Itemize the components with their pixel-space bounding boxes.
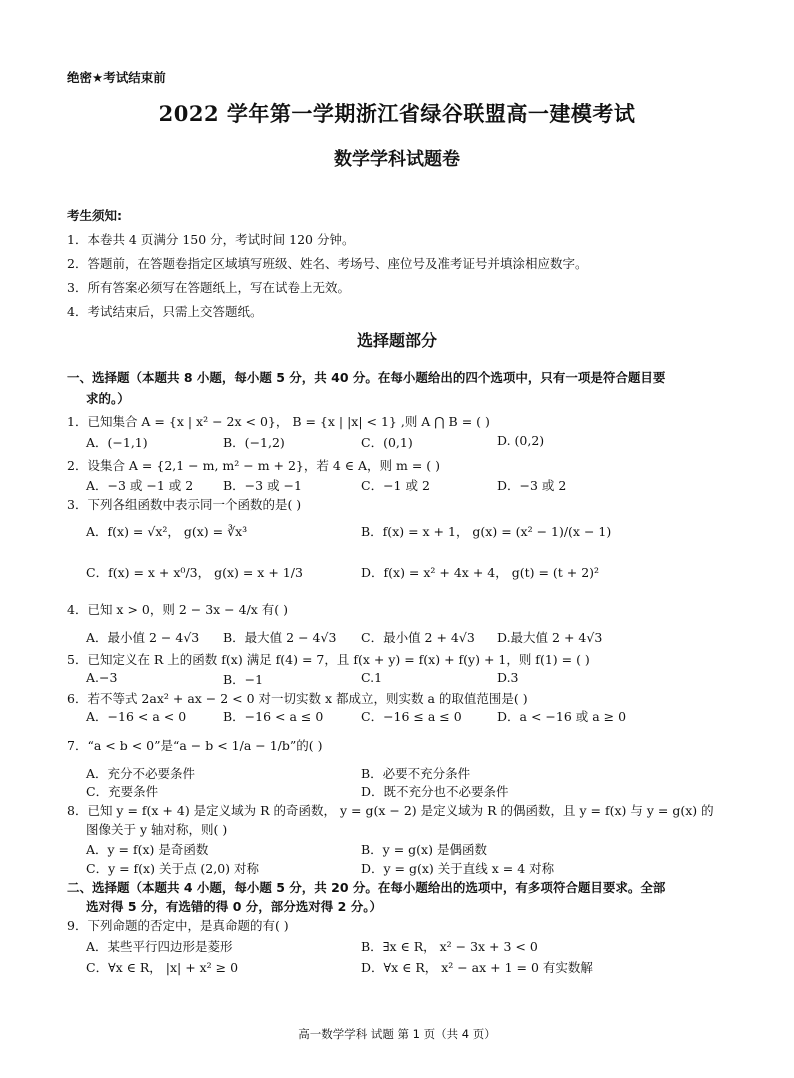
part2-heading-cont: 选对得 5 分，有选错的得 0 分，部分选对得 2 分。）	[86, 899, 382, 914]
q7-option-a: A．充分不必要条件	[86, 766, 196, 781]
q9-option-c: C．∀x ∈ R， |x| + x² ≥ 0	[86, 960, 239, 975]
part2-heading: 二、选择题（本题共 4 小题，每小题 5 分，共 20 分。在每小题给出的选项中，有多项符合题目要求。全部	[67, 880, 666, 895]
question-3: 3．下列各组函数中表示同一个函数的是( )	[67, 497, 302, 512]
section-title: 选择题部分	[356, 331, 437, 350]
question-6: 6．若不等式 2ax² + ax − 2 < 0 对一切实数 x 都成立，则实数 a 的取值范围是( )	[67, 691, 528, 706]
q4-option-b: B．最大值 2 − 4√3	[223, 630, 337, 645]
q6-option-a: A．−16 < a < 0	[86, 709, 187, 724]
exam-title: 2022 学年第一学期浙江省绿谷联盟高一建模考试	[158, 101, 636, 126]
page-footer: 高一数学学科 试题 第 1 页（共 4 页）	[298, 1027, 496, 1041]
question-9: 9．下列命题的否定中，是真命题的有( )	[67, 918, 289, 933]
q1-option-d: D. (0,2)	[497, 433, 545, 448]
q8-option-d: D．y = g(x) 关于直线 x = 4 对称	[361, 861, 555, 876]
q8-option-c: C．y = f(x) 关于点 (2,0) 对称	[86, 861, 260, 876]
q2-option-b: B．−3 或 −1	[223, 478, 302, 493]
q2-option-c: C．−1 或 2	[361, 478, 430, 493]
part1-heading-cont: 求的。）	[86, 391, 130, 406]
q1-option-c: C．(0,1)	[361, 435, 413, 450]
question-4: 4．已知 x > 0，则 2 − 3x − 4/x 有( )	[67, 602, 289, 617]
q5-option-c: C.1	[361, 670, 383, 685]
q3-option-b: B．f(x) = x + 1， g(x) = (x² − 1)/(x − 1)	[361, 524, 612, 539]
question-1: 1．已知集合 A = {x | x² − 2x < 0}， B = {x | |x| < 1} ,则 A ⋂ B = ( )	[67, 414, 490, 429]
part1-heading: 一、选择题（本题共 8 小题，每小题 5 分，共 40 分。在每小题给出的四个选项中，只有一项是符合题目要	[67, 370, 666, 385]
notice-heading: 考生须知:	[67, 208, 122, 223]
notice-item: 4．考试结束后，只需上交答题纸。	[67, 304, 263, 319]
q1-option-b: B．(−1,2)	[223, 435, 285, 450]
notice-item: 3．所有答案必须写在答题纸上，写在试卷上无效。	[67, 280, 350, 295]
exam-subtitle: 数学学科试题卷	[334, 149, 460, 170]
q7-option-d: D．既不充分也不必要条件	[361, 784, 509, 799]
q1-option-a: A．(−1,1)	[86, 435, 148, 450]
q8-option-a: A．y = f(x) 是奇函数	[86, 842, 209, 857]
question-5: 5．已知定义在 R 上的函数 f(x) 满足 f(4) = 7，且 f(x + y) = f(x) + f(y) + 1，则 f(1) = ( )	[67, 652, 590, 667]
q5-option-a: A.−3	[86, 670, 118, 685]
q6-option-c: C．−16 ≤ a ≤ 0	[361, 709, 462, 724]
q5-option-d: D.3	[497, 670, 519, 685]
q6-option-b: B．−16 < a ≤ 0	[223, 709, 324, 724]
q5-option-b: B．−1	[223, 672, 264, 687]
q8-option-b: B．y = g(x) 是偶函数	[361, 842, 487, 857]
q7-option-c: C．充要条件	[86, 784, 159, 799]
question-7: 7．“a < b < 0”是“a − b < 1/a − 1/b”的( )	[67, 738, 323, 753]
q9-option-a: A．某些平行四边形是菱形	[86, 939, 233, 954]
q9-option-d: D．∀x ∈ R， x² − ax + 1 = 0 有实数解	[361, 960, 593, 975]
q4-option-d: D.最大值 2 + 4√3	[497, 630, 603, 645]
question-8: 8．已知 y = f(x + 4) 是定义域为 R 的奇函数， y = g(x − 2) 是定义域为 R 的偶函数，且 y = f(x) 与 y = g(x) 的	[67, 803, 714, 818]
q2-option-a: A．−3 或 −1 或 2	[86, 478, 194, 493]
question-2: 2．设集合 A = {2,1 − m, m² − m + 2}，若 4 ∈ A，则 m = ( )	[67, 458, 441, 473]
q4-option-c: C．最小值 2 + 4√3	[361, 630, 475, 645]
q2-option-d: D．−3 或 2	[497, 478, 567, 493]
q9-option-b: B．∃x ∈ R， x² − 3x + 3 < 0	[361, 939, 538, 954]
q4-option-a: A．最小值 2 − 4√3	[86, 630, 200, 645]
notice-item: 1．本卷共 4 页满分 150 分，考试时间 120 分钟。	[67, 232, 355, 247]
q3-option-a: A．f(x) = √x²， g(x) = ∛x³	[86, 524, 248, 539]
question-8-cont: 图像关于 y 轴对称，则( )	[86, 822, 228, 837]
notice-item: 2．答题前，在答题卷指定区域填写班级、姓名、考场号、座位号及准考证号并填涂相应数字。	[67, 256, 588, 271]
q3-option-d: D．f(x) = x² + 4x + 4， g(t) = (t + 2)²	[361, 565, 600, 580]
q7-option-b: B．必要不充分条件	[361, 766, 471, 781]
q6-option-d: D．a < −16 或 a ≥ 0	[497, 709, 627, 724]
confidential-mark: 绝密★考试结束前	[67, 70, 166, 85]
q3-option-c: C．f(x) = x + x⁰/3， g(x) = x + 1/3	[86, 565, 303, 580]
